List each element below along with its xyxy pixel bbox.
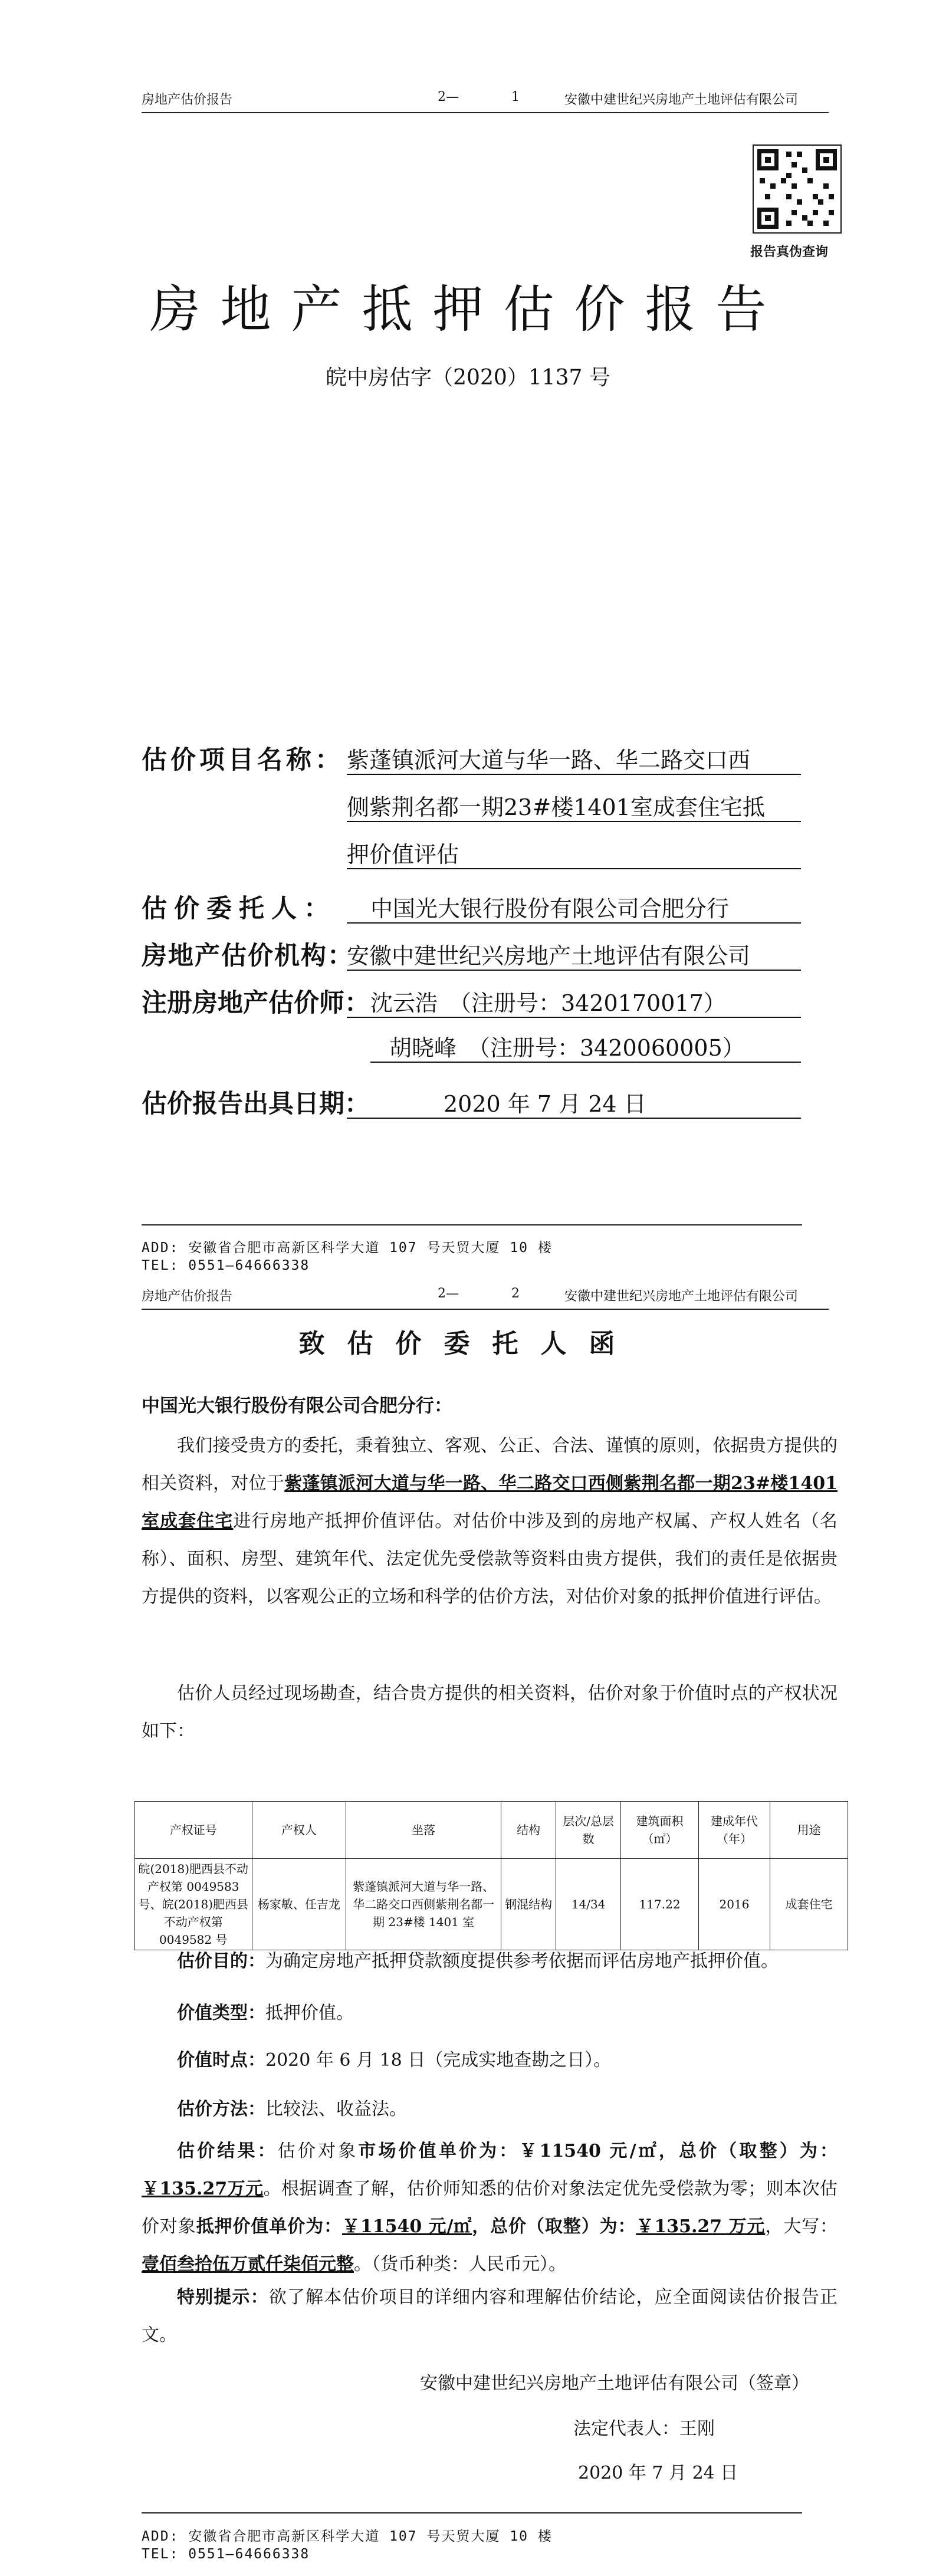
item-value: 抵押价值。 xyxy=(265,2003,354,2023)
issue-date-value: 2020 年 7 月 24 日 xyxy=(444,1091,646,1117)
table-cell: 紫蓬镇派河大道与华一路、华二路交口西侧紫荆名都一期 23#楼 1401 室 xyxy=(346,1859,501,1950)
signing-company: 安徽中建世纪兴房地产土地评估有限公司（签章） xyxy=(420,2373,809,2394)
column-header: 坐落 xyxy=(346,1802,501,1859)
underline xyxy=(370,1062,801,1063)
issue-date-label: 估价报告出具日期： xyxy=(142,1089,370,1119)
letter-paragraph-2 xyxy=(142,1675,838,1750)
item-key: 估价结果： xyxy=(177,2141,278,2161)
result-text: 。（货币种类：人民币元）。 xyxy=(354,2254,566,2275)
mortgage-unit-price: ￥11540 元/㎡ xyxy=(341,2216,472,2237)
table-header-row xyxy=(135,1802,848,1859)
qr-caption: 报告真伪查询 xyxy=(750,245,829,259)
result-text: 估价对象 xyxy=(277,2141,359,2161)
table-cell: 杨家敏、任吉龙 xyxy=(252,1859,346,1950)
column-header: 产权人 xyxy=(252,1802,346,1859)
column-header: 层次/总层数 xyxy=(556,1802,621,1859)
header-right: 安徽中建世纪兴房地产土地评估有限公司 xyxy=(564,1289,799,1304)
client-label: 估价委托人： xyxy=(142,894,336,924)
column-header: 结构 xyxy=(501,1802,556,1859)
market-unit-price: 市场价值单价为：￥11540 元/㎡ xyxy=(358,2141,659,2161)
footer-rule xyxy=(142,2512,802,2513)
item-value: 比较法、收益法。 xyxy=(265,2099,407,2120)
valuation-method xyxy=(177,2094,407,2120)
result-text: ，大写： xyxy=(765,2216,838,2237)
result-text: 抵押价值单价为： xyxy=(196,2216,342,2237)
underline xyxy=(347,970,801,971)
underline xyxy=(347,922,801,924)
footer-rule xyxy=(142,1224,802,1225)
item-key: 估价目的： xyxy=(177,1951,265,1972)
header-page-number: 1 xyxy=(511,90,520,104)
footer-address: ADD: 安徽省合肥市高新区科学大道 107 号天贸大厦 10 楼 xyxy=(142,2529,553,2544)
result-text: 。根据调查了解，估价师知悉的估价对象法定优先受偿款为零；则本次估价对象 xyxy=(142,2179,838,2237)
item-key: 价值类型： xyxy=(177,2003,265,2023)
valuation-purpose xyxy=(177,1946,779,1972)
underline xyxy=(347,1017,801,1018)
mortgage-total-price: ￥135.27 万元 xyxy=(636,2216,766,2237)
header-right: 安徽中建世纪兴房地产土地评估有限公司 xyxy=(564,93,799,107)
paragraph-text: 估价人员经过现场勘查，结合贵方提供的相关资料，估价对象于价值时点的产权状况如下： xyxy=(142,1683,838,1742)
paragraph-text: 我们接受贵方的委托，秉着独立、客观、公正、合法、谨慎的原则，依据贵方提供的相关资料，对位于 xyxy=(142,1435,838,1494)
result-text: ，总价（取整）为： xyxy=(658,2141,838,2161)
item-key: 价值时点： xyxy=(177,2050,265,2071)
underline xyxy=(347,821,801,822)
property-address-emphasis: 紫蓬镇派河大道与华一路、华二路交口西侧紫荆名都一期23#楼1401室成套住宅 xyxy=(142,1473,838,1532)
paragraph-text: 进行房地产抵押价值评估。对估价中涉及到的房地产权属、产权人姓名（名称）、面积、房型、建筑年代、法定优先受偿款等资料由贵方提供，我们的责任是依据贵方提供的资料，以客观公正的立场和科学的估价方法，对估价对象的抵押价值进行评估。 xyxy=(142,1511,838,1607)
property-rights-table xyxy=(134,1801,848,1950)
header-page-number: 2 xyxy=(511,1286,520,1301)
header-page-prefix: 2— xyxy=(438,1286,459,1301)
header-left: 房地产估价报告 xyxy=(142,93,233,107)
letter-title: 致估价委托人函 xyxy=(298,1329,638,1359)
table-cell: 皖(2018)肥西县不动产权第 0049583 号、皖(2018)肥西县不动产权第 0049582 号 xyxy=(135,1859,252,1950)
result-text: ，总价（取整）为： xyxy=(472,2216,636,2237)
project-name-line-1: 紫蓬镇派河大道与华一路、华二路交口西 xyxy=(347,747,751,773)
special-notice xyxy=(142,2279,838,2354)
column-header: 用途 xyxy=(770,1802,848,1859)
market-total-unit: 万元 xyxy=(227,2179,264,2199)
underline xyxy=(347,774,801,775)
underline xyxy=(347,1118,801,1119)
footer-telephone: TEL: 0551—64666338 xyxy=(142,1258,310,1273)
value-type xyxy=(177,1998,354,2024)
valuation-result xyxy=(142,2133,838,2283)
appraiser-1: 沈云浩 （注册号：3420170017） xyxy=(370,990,726,1016)
agency-value: 安徽中建世纪兴房地产土地评估有限公司 xyxy=(347,943,751,969)
table-cell: 钢混结构 xyxy=(501,1859,556,1950)
legal-representative: 法定代表人：王刚 xyxy=(573,2419,715,2439)
project-name-line-3: 押价值评估 xyxy=(347,842,459,868)
table-cell: 14/34 xyxy=(556,1859,621,1950)
salutation: 中国光大银行股份有限公司合肥分行： xyxy=(142,1395,452,1417)
project-name-line-2: 侧紫荆名都一期23#楼1401室成套住宅抵 xyxy=(347,794,765,820)
market-total-price: ￥135.27 xyxy=(142,2179,228,2199)
item-key: 估价方法： xyxy=(177,2099,265,2120)
footer-address: ADD: 安徽省合肥市高新区科学大道 107 号天贸大厦 10 楼 xyxy=(142,1240,553,1256)
appraiser-label: 注册房地产估价师： xyxy=(142,988,370,1018)
agency-label: 房地产估价机构： xyxy=(142,941,354,971)
table-row xyxy=(135,1859,848,1950)
report-title: 房地产抵押估价报告 xyxy=(149,280,787,339)
signing-date: 2020 年 7 月 24 日 xyxy=(578,2463,738,2483)
verification-qr-code[interactable] xyxy=(753,144,842,234)
amount-in-words: 壹佰叁拾伍万贰仟柒佰元整 xyxy=(142,2254,354,2275)
column-header: 建筑面积（㎡） xyxy=(621,1802,699,1859)
header-rule xyxy=(142,112,829,113)
letter-paragraph-1 xyxy=(142,1427,838,1616)
table-cell: 成套住宅 xyxy=(770,1859,848,1950)
footer-telephone: TEL: 0551—64666338 xyxy=(142,2547,310,2562)
item-value: 欲了解本估价项目的详细内容和理解估价结论，应全面阅读估价报告正文。 xyxy=(142,2287,838,2345)
column-header: 产权证号 xyxy=(135,1802,252,1859)
header-left: 房地产估价报告 xyxy=(142,1289,233,1304)
item-key: 特别提示： xyxy=(177,2287,269,2308)
report-number: 皖中房估字（2020）1137 号 xyxy=(326,366,610,390)
client-value: 中国光大银行股份有限公司合肥分行 xyxy=(370,896,730,922)
table-cell: 2016 xyxy=(699,1859,770,1950)
table-cell: 117.22 xyxy=(621,1859,699,1950)
value-date xyxy=(177,2045,611,2071)
header-page-prefix: 2— xyxy=(438,90,459,104)
item-value: 2020 年 6 月 18 日（完成实地查勘之日）。 xyxy=(265,2050,612,2071)
underline xyxy=(347,868,801,869)
header-rule xyxy=(142,1309,829,1310)
column-header: 建成年代（年） xyxy=(699,1802,770,1859)
appraiser-2: 胡晓峰 （注册号：3420060005） xyxy=(389,1035,745,1061)
project-name-label: 估价项目名称： xyxy=(142,745,344,775)
item-value: 为确定房地产抵押贷款额度提供参考依据而评估房地产抵押价值。 xyxy=(265,1951,779,1972)
